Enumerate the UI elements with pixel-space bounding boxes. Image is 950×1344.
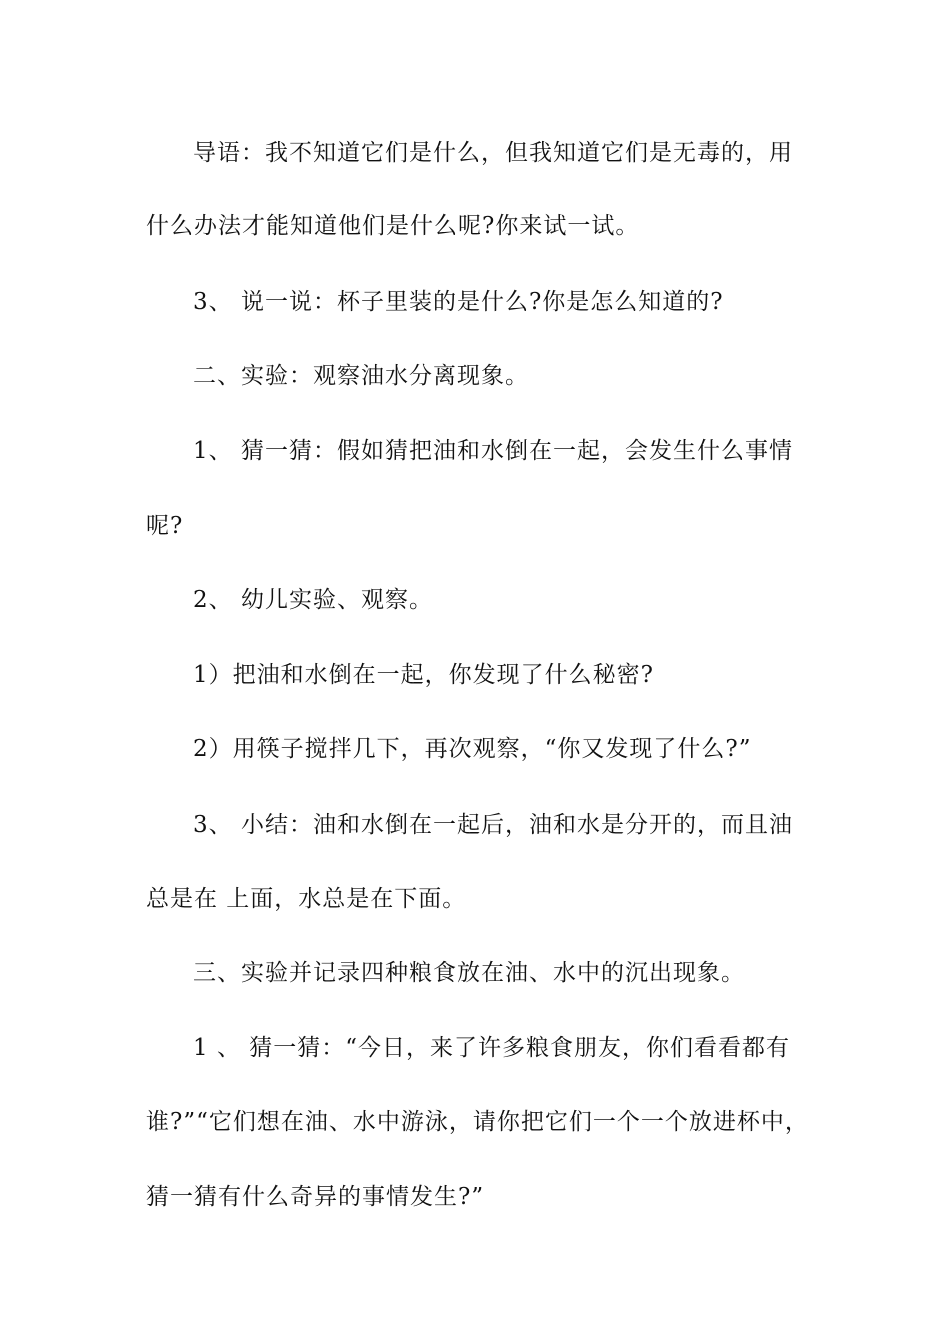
step-3-summary-line-1: 3、 小结：油和水倒在一起后，油和水是分开的，而且油 (193, 812, 793, 838)
section-3-step-1-line-3: 猜一猜有什么奇异的事情发生?” (146, 1184, 485, 1210)
section-3-step-1-line-2: 谁?”“它们想在油、水中游泳，请你把它们一个一个放进杯中， (146, 1109, 809, 1135)
substep-1-line: 1）把油和水倒在一起，你发现了什么秘密? (193, 662, 654, 688)
section-3-step-1-line-1: 1 、 猜一猜：“今日，来了许多粮食朋友，你们看看都有 (193, 1035, 791, 1061)
section-3-heading: 三、实验并记录四种粮食放在油、水中的沉出现象。 (193, 960, 745, 986)
paragraph-intro-line-1: 导语：我不知道它们是什么，但我知道它们是无毒的，用 (193, 140, 793, 166)
step-1-guess-line-1: 1、 猜一猜：假如猜把油和水倒在一起，会发生什么事情 (193, 438, 793, 464)
step-3-summary-line-2: 总是在 上面，水总是在下面。 (146, 886, 467, 912)
step-3-say-line: 3、 说一说：杯子里装的是什么?你是怎么知道的? (193, 289, 724, 315)
step-2-experiment-line: 2、 幼儿实验、观察。 (193, 587, 433, 613)
substep-2-line: 2）用筷子搅拌几下，再次观察，“你又发现了什么?” (193, 736, 752, 762)
paragraph-intro-line-2: 什么办法才能知道他们是什么呢?你来试一试。 (146, 213, 640, 239)
step-1-guess-line-2: 呢? (146, 513, 184, 539)
section-2-heading: 二、实验：观察油水分离现象。 (193, 363, 529, 389)
